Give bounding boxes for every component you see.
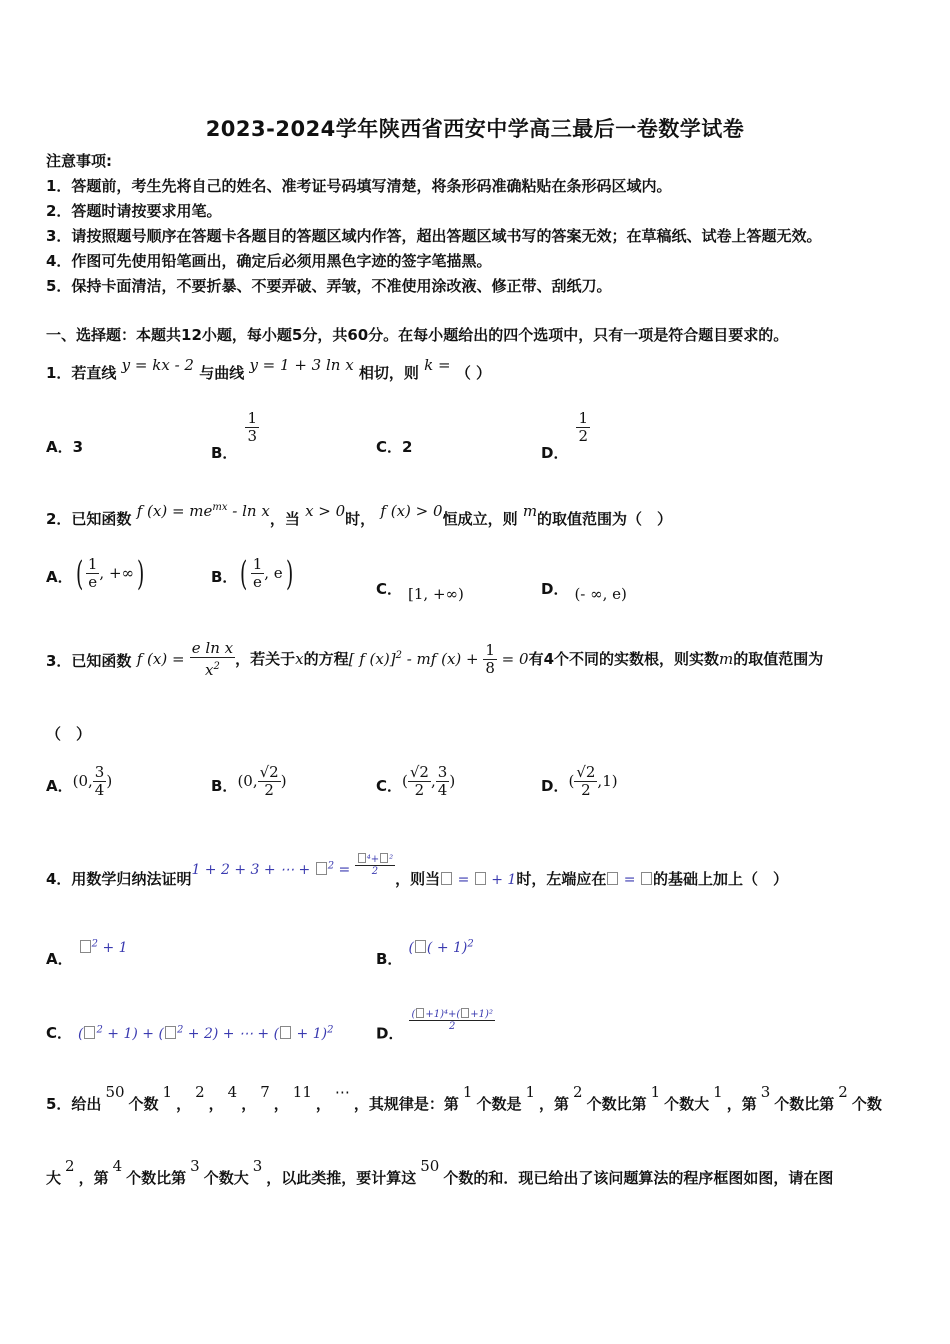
q5-line1-frag-11: 11 xyxy=(292,1083,312,1101)
q4-option-b[interactable]: B．( ( + 1)$^2$ xyxy=(376,938,474,968)
q1-option-a[interactable]: A．3 xyxy=(46,438,84,456)
q2-cond: x > 0 xyxy=(305,502,346,520)
q5-line1-frag-9: 7 xyxy=(260,1083,270,1101)
q2-option-d[interactable]: D． (- ∞, e) xyxy=(541,580,627,603)
q5-line1-frag-13: ⋯ xyxy=(334,1083,350,1101)
q5-line1-frag-1: 50 xyxy=(105,1083,125,1101)
question-2 xyxy=(46,498,673,528)
q3-d-den: 2 xyxy=(581,781,591,799)
q3-d-num: √2 xyxy=(576,763,596,781)
q3-eq-sup: 2 xyxy=(395,650,402,661)
q3-eq-label: 的方程 xyxy=(303,650,349,668)
q3-c-num1: √2 xyxy=(409,763,429,781)
q2-a-den: e xyxy=(88,573,98,591)
q5-line1-frag-6: ， xyxy=(208,1095,224,1113)
q2-func: f (x) = me xyxy=(136,502,213,520)
q1-option-b[interactable]: B． $\frac{1}{3}$ xyxy=(211,409,257,462)
question-5-line-1 xyxy=(46,1083,882,1113)
q5-line1-frag-4: ， xyxy=(176,1095,192,1113)
q2-option-b[interactable]: B．( $\frac{1}{e}$ , e) xyxy=(211,553,293,594)
q5-line1-frag-19: 2 xyxy=(573,1083,583,1101)
q5-line1-frag-24: ，第 xyxy=(726,1095,757,1113)
q1-prefix: 1．若直线 xyxy=(46,364,117,382)
q2-a-tail: , +∞ xyxy=(99,564,135,582)
q5-line2-frag-3: 4 xyxy=(112,1157,123,1175)
q4-option-d[interactable]: D． $\frac{\text{( +1)⁴+( +1)²}}{2}$ xyxy=(376,1009,493,1043)
q1-option-a-value: 3 xyxy=(72,438,84,456)
q3-b-post: ) xyxy=(280,772,287,790)
notes-heading: 注意事项: xyxy=(46,152,112,170)
q5-line2-frag-7: 3 xyxy=(252,1157,263,1175)
q3-prefix: 3．已知函数 xyxy=(46,652,132,670)
q3-c-post: ) xyxy=(449,772,456,790)
q3-b-den: 2 xyxy=(264,781,274,799)
q4-tail2: 的基础上加上（ ） xyxy=(652,869,788,888)
question-3 xyxy=(46,640,823,679)
q5-line1-frag-28: 个数 xyxy=(851,1095,882,1113)
q3-c-pre: ( xyxy=(402,772,408,790)
q4-b-value: ( + 1) xyxy=(426,940,468,956)
q1-d-den: 2 xyxy=(578,427,588,445)
q3-end: 的取值范围为 xyxy=(733,650,824,668)
q2-when: ，当 xyxy=(269,510,300,528)
note-item-2: 2．答题时请按要求用笔。 xyxy=(46,202,222,220)
q3-m: m xyxy=(719,650,734,668)
q3-eq: [ f (x)] xyxy=(348,650,396,668)
q3-a-num: 3 xyxy=(94,763,105,781)
q3-eq-num: 1 xyxy=(485,641,495,659)
q2-b-tail: , e xyxy=(264,564,283,582)
q5-line1-frag-16: 个数是 xyxy=(476,1095,522,1113)
q4-option-c[interactable]: C． ( $^2$ + 1) + ( $^2$ + 2) + ⋯ + ( + 1)$^2$ xyxy=(46,1024,334,1042)
q4-mid: ，则当 xyxy=(395,869,441,888)
q5-line1-frag-27: 2 xyxy=(838,1083,848,1101)
q5-line1-frag-21: 1 xyxy=(650,1083,661,1101)
q5-line1-frag-12: ， xyxy=(315,1095,331,1113)
q4-assign-2: = xyxy=(619,871,640,888)
q2-option-c-value: [1, +∞) xyxy=(408,585,464,603)
q5-line1-frag-0: 5．给出 xyxy=(46,1095,102,1113)
q2-b-den: e xyxy=(253,573,262,591)
q2-option-c[interactable]: C． [1, +∞) xyxy=(376,580,464,603)
q2-option-d-value: (- ∞, e) xyxy=(574,585,627,603)
q1-curve-eq: y = 1 + 3 ln x xyxy=(249,356,354,374)
q5-line1-frag-8: ， xyxy=(241,1095,257,1113)
q3-b-num: √2 xyxy=(259,763,279,781)
q5-line1-frag-14: ，其规律是：第 xyxy=(353,1095,459,1113)
q5-line2-frag-0: 大 xyxy=(46,1169,62,1187)
q4-plus1: + 1 xyxy=(486,871,517,888)
q3-c-num2: 3 xyxy=(437,763,448,781)
q5-line1-frag-15: 1 xyxy=(462,1083,473,1101)
page-title: 2023-2024学年陕西省西安中学高三最后一卷数学试卷 xyxy=(205,117,745,141)
q3-paren: （ ） xyxy=(46,725,92,743)
question-5-line-2 xyxy=(46,1157,834,1187)
q3-c-den1: 2 xyxy=(414,781,425,799)
q3-a-den: 4 xyxy=(94,781,105,799)
q3-option-c[interactable]: C．( $\frac{√2}{2}$ , $\frac{3}{4}$ ) xyxy=(376,763,456,799)
q5-line1-frag-5: 2 xyxy=(195,1083,205,1101)
section-heading: 一、选择题：本题共12小题，每小题5分，共60分。在每小题给出的四个选项中，只有一项是符合题目要求的。 xyxy=(46,326,789,344)
q3-den: x xyxy=(205,661,214,679)
q3-eq-end: = 0 xyxy=(496,650,529,668)
q3-num: e ln x xyxy=(191,639,234,657)
q4-assign: = xyxy=(453,871,474,888)
q4-lhs-sup: 2 xyxy=(327,860,335,871)
q5-line2-frag-4: 个数比第 xyxy=(126,1169,187,1187)
q2-prefix: 2．已知函数 xyxy=(46,510,132,528)
question-1 xyxy=(46,355,492,382)
q2-exp: mx xyxy=(212,502,228,513)
note-item-1: 1．答题前，考生先将自己的姓名、准考证号码填写清楚，将条形码准确粘贴在条形码区域内。 xyxy=(46,177,672,195)
q5-line1-frag-18: ，第 xyxy=(539,1095,570,1113)
q3-a-post: ) xyxy=(106,772,113,790)
note-item-4: 4．作图可先使用铅笔画出，确定后必须用黑色字迹的签字笔描黑。 xyxy=(46,252,492,270)
note-item-5: 5．保持卡面清洁，不要折暴、不要弄破、弄皱，不准使用涂改液、修正带、刮纸刀。 xyxy=(46,277,612,295)
q5-line1-frag-7: 4 xyxy=(227,1083,238,1101)
q2-b-num: 1 xyxy=(252,555,263,573)
q1-option-c[interactable]: C．2 xyxy=(376,438,413,456)
q2-a-num: 1 xyxy=(87,555,98,573)
q5-line2-frag-2: ，第 xyxy=(78,1169,109,1187)
q5-line1-frag-25: 3 xyxy=(760,1083,771,1101)
q5-line1-frag-26: 个数比第 xyxy=(774,1095,835,1113)
q4-lhs: 1 + 2 + 3 + ⋯ + xyxy=(191,861,315,878)
q1-mid: 与曲线 xyxy=(199,364,245,382)
q1-end: （ ） xyxy=(455,364,492,382)
q3-eq-den: 8 xyxy=(485,659,495,677)
q3-a-pre: (0, xyxy=(72,772,93,790)
q2-func-tail: - ln x xyxy=(227,502,270,520)
q5-line2-frag-1: 2 xyxy=(65,1157,75,1175)
q5-line1-frag-2: 个数 xyxy=(128,1095,159,1113)
q5-line1-frag-17: 1 xyxy=(525,1083,536,1101)
q3-option-b[interactable]: B．(0, $\frac{√2}{2}$ ) xyxy=(211,763,287,799)
q5-line1-frag-22: 个数大 xyxy=(664,1095,710,1113)
q5-line2-frag-5: 3 xyxy=(190,1157,200,1175)
q3-d-pre: ( xyxy=(568,772,575,790)
q3-option-d[interactable]: D．( $\frac{√2}{2}$ ,1) xyxy=(541,763,618,799)
q3-b-pre: (0, xyxy=(237,772,258,790)
q5-line2-frag-9: 50 xyxy=(420,1157,440,1175)
q4-a-value: + 1 xyxy=(102,940,128,956)
q5-line1-frag-20: 个数比第 xyxy=(586,1095,647,1113)
q1-option-c-value: 2 xyxy=(402,438,413,456)
q5-line1-frag-3: 1 xyxy=(162,1083,173,1101)
q5-line2-frag-10: 个数的和．现已给出了该问题算法的程序框图如图，请在图 xyxy=(443,1169,834,1187)
q2-option-a[interactable]: A．( $\frac{1}{e}$ , +∞) xyxy=(46,553,145,594)
q1-b-num: 1 xyxy=(247,409,257,427)
q3-x: x xyxy=(295,650,304,668)
q4-prefix: 4．用数学归纳法证明 xyxy=(46,869,192,888)
q2-end: 的取值范围为（ ） xyxy=(537,510,673,528)
q1-tail: 相切，则 xyxy=(358,364,419,382)
q3-tail: 有4个不同的实数根，则实数 xyxy=(528,650,720,668)
q3-option-a[interactable]: A．(0, $\frac{3}{4}$ ) xyxy=(46,763,113,799)
q5-line1-frag-23: 1 xyxy=(713,1083,723,1101)
q5-line2-frag-6: 个数大 xyxy=(203,1169,249,1187)
q1-line-eq: y = kx - 2 xyxy=(121,356,194,374)
q4-eq: = xyxy=(334,861,355,878)
note-item-3: 3．请按照题号顺序在答题卡各题目的答题区域内作答，超出答题区域书写的答案无效；在草稿纸、试卷上答题无效。 xyxy=(46,227,822,245)
q1-d-num: 1 xyxy=(578,409,588,427)
q2-tail: 恒成立，则 xyxy=(442,510,518,528)
q4-option-a[interactable]: A．$^2$ + 1 xyxy=(46,938,128,968)
q3-eq-mid: - mf (x) + xyxy=(401,650,484,668)
q3-mid: ，若关于 xyxy=(235,650,296,668)
q2-time: 时， xyxy=(345,510,376,528)
q3-den-sup: 2 xyxy=(213,661,220,672)
q2-ineq: f (x) > 0 xyxy=(380,502,443,520)
q4-n-box-icon xyxy=(441,872,452,885)
q3-func: f (x) = xyxy=(136,650,185,668)
q3-c-den2: 4 xyxy=(437,781,448,799)
q3-d-post: ,1) xyxy=(597,772,618,790)
q4-box-icon xyxy=(316,862,327,875)
q2-m: m xyxy=(522,502,538,520)
q1-k: k = xyxy=(424,356,451,374)
q1-option-d[interactable]: D． $\frac{1}{2}$ xyxy=(541,409,588,462)
q1-b-den: 3 xyxy=(247,427,257,445)
q4-tail: 时，左端应在 xyxy=(516,869,607,888)
question-4: 4．用数学归纳法证明1 + 2 + 3 + ⋯ + $^2$ = $\frac{\text{⁴+ ²}}{2}$ ，则当 = + 1时，左端应在 = 的基础上加上（ ） xyxy=(46,854,788,888)
q5-line1-frag-10: ， xyxy=(273,1095,289,1113)
q5-line2-frag-8: ，以此类推，要计算这 xyxy=(266,1169,417,1187)
